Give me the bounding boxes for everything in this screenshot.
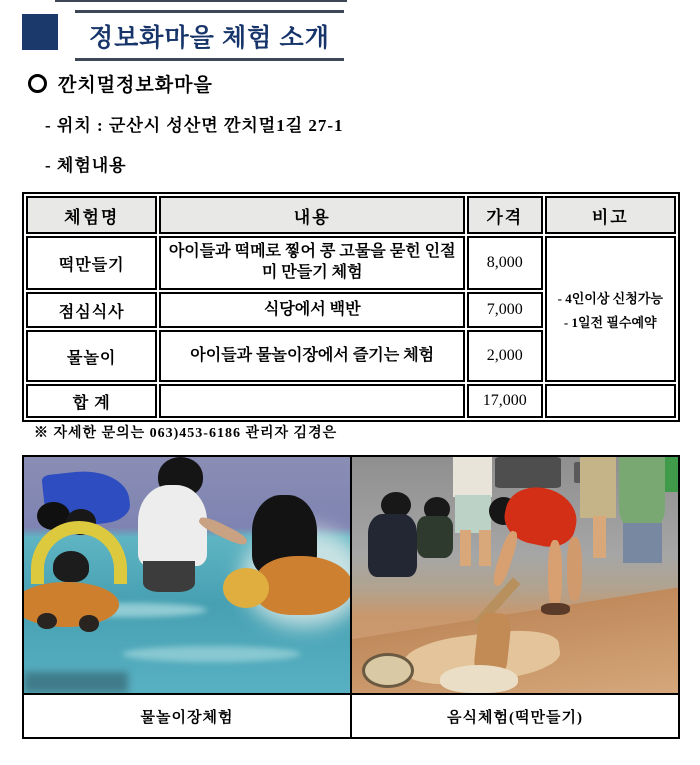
- photo-caption: 음식체험(떡만들기): [351, 694, 679, 738]
- circle-bullet-icon: [28, 74, 47, 93]
- total-note-empty: [545, 384, 676, 418]
- photo-row: [23, 456, 679, 694]
- float-wheel: [37, 613, 57, 630]
- experience-desc: 아이들과 떡메로 찧어 콩 고물을 묻힌 인절미 만들기 체험: [159, 236, 465, 290]
- location-line: - 위치 : 군산시 성산면 깐치멀1길 27-1: [45, 116, 344, 135]
- standing-child-shorts: [455, 495, 491, 533]
- top-edge-rule: [55, 0, 347, 2]
- experience-name: 점심식사: [26, 292, 157, 328]
- woman-shorts: [143, 561, 195, 592]
- total-row: [26, 384, 676, 418]
- experience-content-line: - 체험내용: [45, 156, 127, 175]
- crouching-boy: [417, 516, 453, 558]
- total-price: 17,000: [467, 384, 543, 418]
- village-name: 깐치멀정보화마을: [58, 75, 213, 96]
- khaki-person: [580, 457, 616, 518]
- float-wheel: [79, 615, 99, 632]
- photo-caption: 물놀이장체험: [23, 694, 351, 738]
- table-header-row: [26, 196, 676, 234]
- caption-row: [23, 694, 679, 738]
- child-leg: [479, 530, 490, 565]
- red-shirt-boy-leg: [548, 540, 563, 608]
- table-row: [26, 236, 676, 290]
- water-shadow: [24, 672, 128, 693]
- boy-black-tanktop: [368, 514, 417, 578]
- child-leg: [460, 530, 471, 565]
- rice-cake-dough: [440, 665, 518, 693]
- standing-child-shirt: [453, 457, 492, 497]
- child-in-float: [53, 551, 89, 582]
- experience-name: 떡만들기: [26, 236, 157, 290]
- experience-price: 8,000: [467, 236, 543, 290]
- photo-cell: [23, 456, 351, 694]
- red-shirt-boy-leg: [567, 537, 582, 601]
- experience-price: 7,000: [467, 292, 543, 328]
- note-cell: [545, 236, 676, 382]
- water-streak: [122, 646, 301, 663]
- col-header-content: 내용: [159, 196, 465, 234]
- orange-float: [255, 556, 350, 615]
- experience-desc: 식당에서 백반: [159, 292, 465, 328]
- photo-water-playground: [24, 457, 350, 693]
- khaki-person-leg: [593, 516, 606, 558]
- title-block: [75, 10, 344, 61]
- title-square-icon: [22, 14, 58, 50]
- photo-cell: [351, 456, 679, 694]
- note-line: - 4인이상 신청가능: [557, 290, 663, 306]
- col-header-price: 가격: [467, 196, 543, 234]
- page-title: 정보화마을 체험 소개: [89, 25, 330, 52]
- photo-rice-cake-making: [352, 457, 678, 693]
- experience-name: 물놀이: [26, 330, 157, 382]
- woman-white-shirt: [138, 485, 206, 565]
- photo-table: [22, 455, 680, 739]
- wooden-bowl: [362, 653, 414, 688]
- total-label: 합 계: [26, 384, 157, 418]
- background-furniture: [495, 457, 560, 488]
- village-name-line: [28, 70, 213, 97]
- sandal: [541, 603, 570, 615]
- total-desc-empty: [159, 384, 465, 418]
- col-header-note: 비고: [545, 196, 676, 234]
- contact-footnote: ※ 자세한 문의는 063)453-6186 관리자 김경은: [34, 426, 338, 441]
- yellow-float: [223, 568, 269, 608]
- experience-price: 2,000: [467, 330, 543, 382]
- experience-table: [22, 192, 680, 422]
- green-shirt-person-shorts: [623, 523, 662, 563]
- note-line: - 1일전 필수예약: [563, 314, 657, 330]
- experience-desc: 아이들과 물놀이장에서 즐기는 체험: [159, 330, 465, 382]
- green-shirt-person: [619, 457, 665, 528]
- col-header-experience: 체험명: [26, 196, 157, 234]
